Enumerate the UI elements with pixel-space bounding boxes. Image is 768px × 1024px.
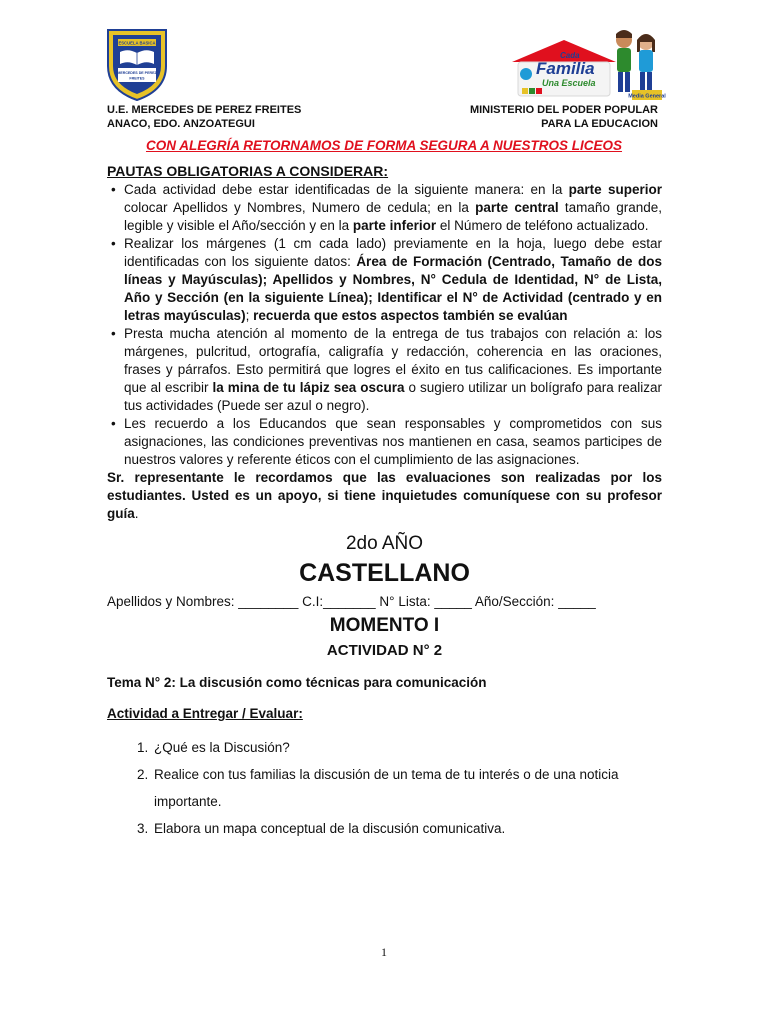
- school-name: U.E. MERCEDES DE PEREZ FREITES: [107, 104, 302, 116]
- task-list: [107, 734, 662, 842]
- logo-text-familia: Familia: [536, 59, 595, 78]
- rule-item-3: • Presta mucha atención al momento de la entrega de tus trabajos con relación a: los márgenes, pulcritud, ortografía, caligrafía y redacción, coherencia en las oraciones, frases y párrafos. Esto permitirá que logres el éxito en tus calificaciones. Es importante que al escribir la mina de tu lápiz sea oscura o sugiero utilizar un bolígrafo para realizar tus actividades (Puede ser azul o negro).: [107, 325, 662, 415]
- logo-badge-media-general: Media General: [628, 93, 666, 100]
- main-content: [107, 162, 662, 842]
- logo-text-cada: Cada: [560, 51, 580, 60]
- actividad-title: ACTIVIDAD N° 2: [326, 642, 443, 659]
- rule-item-4: • Les recuerdo a los Educandos que sean responsables y comprometidos con sus asignaciones, las condiciones preventivas nos mantienen en casa, seamos participes de nuestros valores y referente éticos con el cumplimiento de las asignaciones.: [107, 415, 662, 469]
- logo-text-escuela: Una Escuela: [542, 78, 596, 88]
- task-item-2: 2. Realice con tus familias la discusión de un tema de tu interés o de una noticia importante.: [152, 761, 662, 815]
- school-location: ANACO, EDO. ANZOATEGUI: [107, 118, 255, 130]
- logo-text-mid: MERCEDES DE PEREZ: [117, 71, 157, 75]
- ministry-header: [470, 103, 658, 131]
- logo-text-bot: FREITES: [129, 76, 145, 81]
- school-header: [107, 103, 301, 131]
- task-item-1: 1. ¿Qué es la Discusión?: [152, 734, 662, 761]
- slogan: CON ALEGRÍA RETORNAMOS DE FORMA SEGURA A NUESTROS LICEOS: [145, 138, 623, 153]
- rules-list: [107, 181, 662, 469]
- rule-item-2: • Realizar los márgenes (1 cm cada lado) previamente en la hoja, luego debe estar identificadas con los siguiente datos: Área de Formación (Centrado, Tamaño de dos líneas y Mayúsculas); Apellidos y Nombres, N° Cedula de Identidad, N° de Lista, Año y Sección (en la siguiente Línea); Identificar el N° de Actividad (centrado y en letras mayúsculas); recuerda que estos aspectos también se evalúan: [107, 235, 662, 325]
- page-number: 1: [381, 945, 387, 959]
- school-emblem-logo: [104, 26, 170, 102]
- entregar-title: Actividad a Entregar / Evaluar:: [107, 706, 303, 721]
- task-item-3: 3. Elabora un mapa conceptual de la discusión comunicativa.: [152, 815, 662, 842]
- ministry-line-2: PARA LA EDUCACION: [541, 118, 658, 130]
- momento-title: MOMENTO I: [329, 615, 440, 636]
- tema-line: Tema N° 2: La discusión como técnicas para comunicación: [107, 675, 487, 690]
- representante-note: Sr. representante le recordamos que las evaluaciones son realizadas por los estudiantes. Usted es un apoyo, si tiene inquietudes comuníquese con su profesor guía.: [107, 470, 662, 521]
- ministry-line-1: MINISTERIO DEL PODER POPULAR: [469, 104, 658, 116]
- pautas-title: PAUTAS OBLIGATORIAS A CONSIDERAR:: [107, 163, 389, 179]
- rule-item-1: • Cada actividad debe estar identificadas de la siguiente manera: en la parte superior colocar Apellidos y Nombres, Numero de cedula; en la parte central tamaño grande, legible y visible el Año/sección y en la parte inferior el Número de teléfono actualizado.: [107, 181, 662, 235]
- logo-text-top: ESCUELA BASICA: [118, 40, 156, 46]
- cada-familia-una-escuela-logo: [506, 18, 666, 102]
- grade-title: 2do AÑO: [345, 533, 424, 554]
- subject-title: CASTELLANO: [299, 559, 470, 587]
- student-fields-line: Apellidos y Nombres: ________ C.I:_______ N° Lista: _____ Año/Sección: _____: [107, 594, 596, 609]
